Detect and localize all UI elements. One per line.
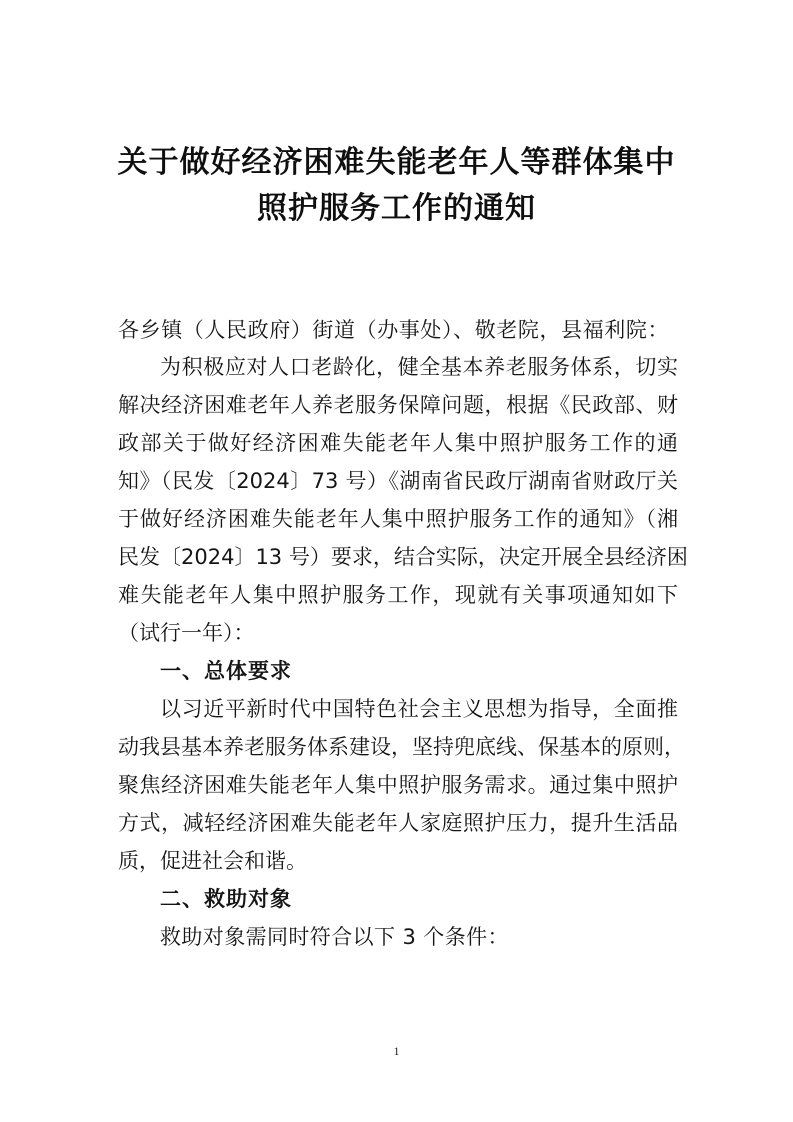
document-title-line-2: 照护服务工作的通知 [257,191,536,226]
section-1-line: 方式，减轻经济困难失能老年人家庭照护压力，提升生活品 [118,811,678,835]
section-1-line: 聚焦经济困难失能老年人集中照护服务需求。通过集中照护 [118,773,678,797]
section-1-heading: 一、总体要求 [160,659,292,683]
page-number: 1 [393,1044,400,1058]
section-1-line: 以习近平新时代中国特色社会主义思想为指导，全面推 [160,697,678,721]
intro-line: 知》（民发〔2024〕73 号）《湖南省民政厅湖南省财政厅关 [118,469,678,493]
intro-line: 难失能老年人集中照护服务工作，现就有关事项通知如下 [118,583,678,607]
intro-line: 民发〔2024〕13 号）要求，结合实际，决定开展全县经济困 [118,545,688,569]
section-2-heading: 二、救助对象 [160,887,292,911]
intro-line: 为积极应对人口老龄化，健全基本养老服务体系，切实 [160,355,678,379]
intro-line: 于做好经济困难失能老年人集中照护服务工作的通知》（湘 [118,507,678,531]
intro-line: 政部关于做好经济困难失能老年人集中照护服务工作的通 [118,431,678,455]
intro-line: （试行一年）： [118,621,255,645]
intro-line: 解决经济困难老年人养老服务保障问题，根据《民政部、财 [118,393,678,417]
addressee: 各乡镇（人民政府）街道（办事处）、敬老院，县福利院： [118,318,670,342]
section-1-line: 动我县基本养老服务体系建设，坚持兜底线、保基本的原则， [118,735,685,759]
section-2-line: 救助对象需同时符合以下 3 个条件： [160,925,509,949]
document-title-line-1: 关于做好经济困难失能老年人等群体集中 [117,145,676,180]
section-1-line: 质，促进社会和谐。 [118,849,307,873]
